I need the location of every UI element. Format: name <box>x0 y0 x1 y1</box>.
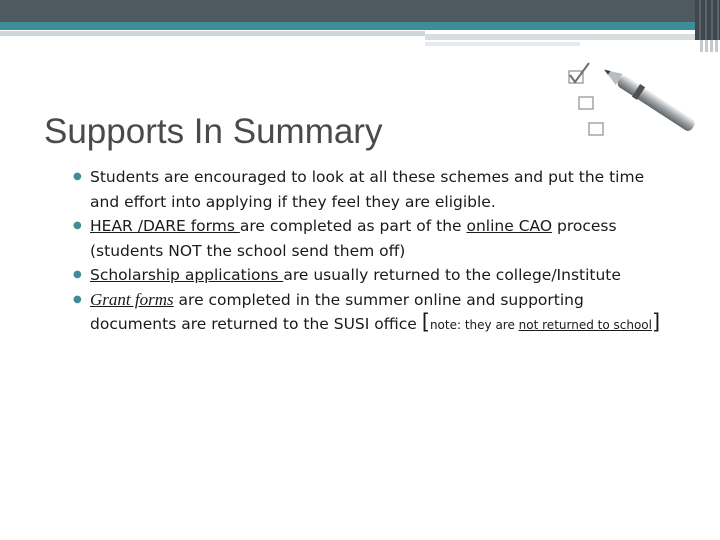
bullet-dot-icon: ● <box>73 269 82 280</box>
online-cao-text: online CAO <box>466 217 553 235</box>
top-light-bar-right-2 <box>425 42 580 46</box>
not-returned-text: not returned to school <box>518 318 652 332</box>
bullet-text: are usually returned to the college/Institute <box>283 266 621 284</box>
bullet-dot-icon: ● <box>73 171 82 182</box>
top-dark-bar <box>0 0 720 22</box>
bullet-item <box>73 288 663 338</box>
corner-stripe-block <box>695 0 720 40</box>
top-light-bar-right <box>425 34 695 40</box>
bullet-dot-icon: ● <box>73 220 82 231</box>
bullet-text: are completed as part of the <box>239 217 467 235</box>
top-accent-bar <box>0 22 720 30</box>
hear-dare-forms-text: HEAR /DARE forms <box>90 217 240 235</box>
slide-title: Supports In Summary <box>44 112 383 151</box>
bullet-text: are completed in the summer online and supporting documents are returned to the SUSI office <box>90 290 584 333</box>
corner-stripe-lines <box>700 40 720 52</box>
scholarship-applications-text: Scholarship applications <box>90 266 284 284</box>
bullet-text: process (students NOT the school send them off) <box>90 217 617 260</box>
bullet-item <box>73 263 663 288</box>
note-close-bracket: ] <box>651 310 661 334</box>
top-light-bar-left <box>0 31 425 36</box>
bullet-text: Students are encouraged to look at all these schemes and put the time and effort into applying if they feel they are eligible. <box>90 168 645 211</box>
checklist-pen-clipart <box>555 55 695 150</box>
grant-forms-text: Grant forms <box>90 289 174 309</box>
bullet-dot-icon: ● <box>73 293 82 305</box>
bullet-item <box>73 165 663 214</box>
note-text: note: they are <box>429 318 519 332</box>
note-open-bracket: [ <box>421 310 430 334</box>
bullet-item <box>73 214 663 263</box>
bullet-list <box>73 165 663 338</box>
